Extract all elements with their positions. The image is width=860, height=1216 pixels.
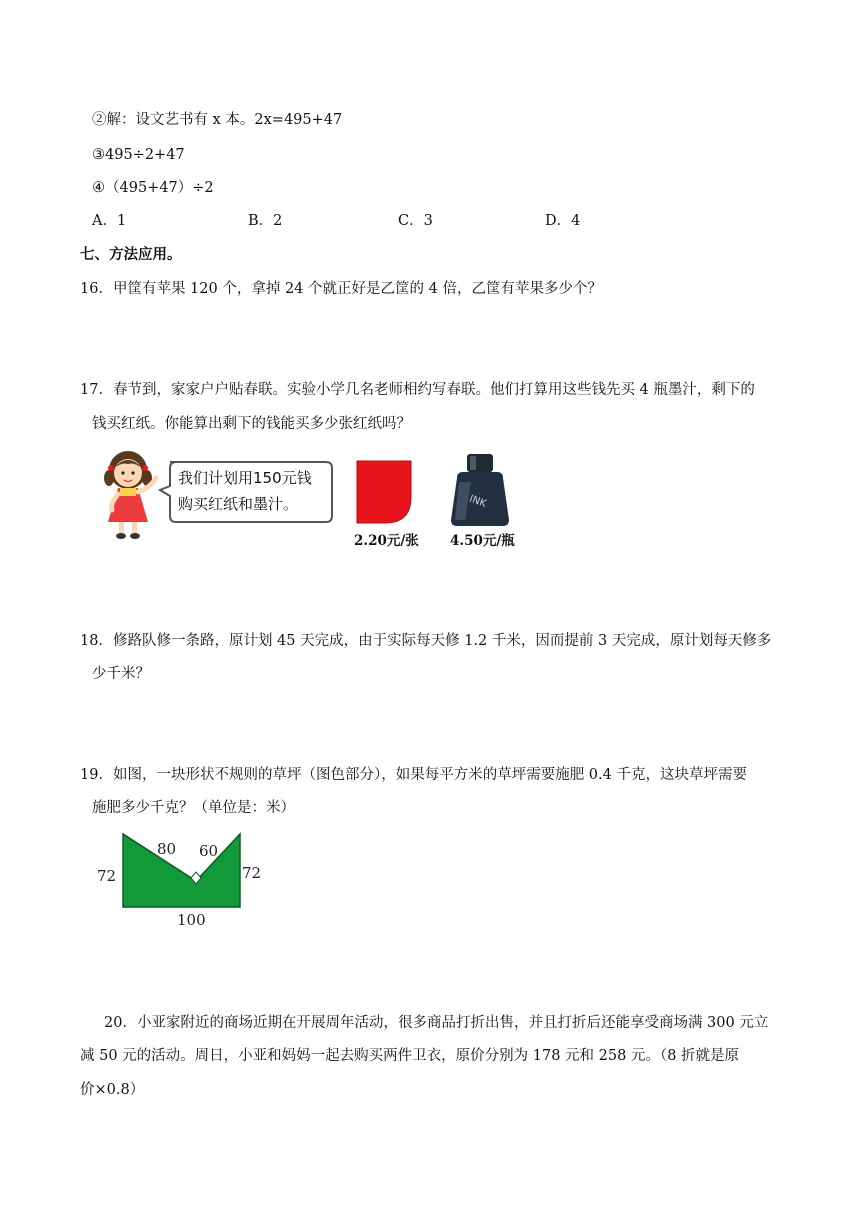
problem17-text-line1: 17．春节到，家家户户贴春联。实验小学几名老师相约写春联。他们打算用这些钱先买 4 瓶墨汁，剩下的 [80, 382, 755, 398]
ink-price: 4.50元/瓶 [450, 533, 515, 549]
ink-label: INK [467, 493, 488, 510]
problem20-text-line3: 价×0.8） [80, 1082, 145, 1098]
problem15-option-3-text: ③495÷2+47 [92, 147, 185, 163]
lawn-diagram [95, 826, 275, 932]
label-right: 72 [242, 864, 262, 882]
paper-price: 2.20元/张 [354, 533, 419, 549]
problem17-text-line2: 钱买红纸。你能算出剩下的钱能买多少张红纸吗？ [92, 416, 411, 432]
section-title: 七、方法应用。 [80, 246, 182, 263]
problem18-text-line2: 少千米？ [92, 666, 150, 682]
problem20-text-line2: 减 50 元的活动。周日，小亚和妈妈一起去购买两件卫衣，原价分别为 178 元和 258 元。（8 折就是原 [80, 1048, 740, 1064]
problem15-option-2-text: ②解：设文艺书有 x 本。2x=495+47 [92, 112, 343, 128]
label-slant-right: 60 [199, 842, 219, 860]
choice-a: A．1 [92, 213, 127, 229]
problem15-option-4-text: ④（495+47）÷2 [92, 180, 214, 196]
speech-text-line1: 我们计划用150元钱 [178, 469, 312, 487]
girl-illustration [100, 448, 162, 540]
choice-d: D．4 [545, 213, 581, 229]
label-left: 72 [97, 867, 117, 885]
choice-c: C．3 [398, 213, 433, 229]
problem16-text: 16．甲筐有苹果 120 个，拿掉 24 个就正好是乙筐的 4 倍，乙筐有苹果多少个？ [80, 281, 602, 297]
label-slant-left: 80 [157, 840, 177, 858]
choice-b: B．2 [248, 213, 283, 229]
problem20-text-line1: 20．小亚家附近的商场近期在开展周年活动，很多商品打折出售，并且打折后还能享受商场满 300 元立 [104, 1015, 769, 1031]
label-bottom: 100 [177, 911, 206, 929]
ink-bottle-icon [447, 452, 513, 528]
problem19-text-line2: 施肥多少千克？（单位是：米） [92, 800, 295, 816]
red-paper-icon [355, 459, 413, 525]
problem19-text-line1: 19．如图，一块形状不规则的草坪（图色部分），如果每平方米的草坪需要施肥 0.4 千克，这块草坪需要 [80, 767, 747, 783]
problem18-text-line1: 18．修路队修一条路，原计划 45 天完成，由于实际每天修 1.2 千米，因而提前 3 天完成，原计划每天修多 [80, 633, 772, 649]
speech-text-line2: 购买红纸和墨汁。 [178, 495, 299, 513]
